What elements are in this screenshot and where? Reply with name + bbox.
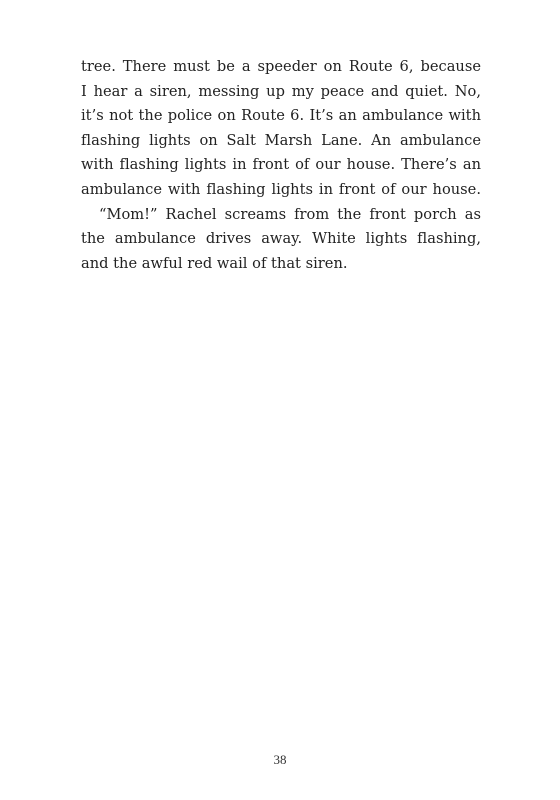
text-line: with flashing lights in front of our house. There’s an: [81, 156, 481, 174]
text-line: ambulance with flashing lights in front of our house.: [81, 180, 481, 198]
text-line: it’s not the police on Route 6. It’s an ambulance with: [81, 107, 481, 125]
text-line: tree. There must be a speeder on Route 6, because: [81, 58, 481, 75]
text-line: flashing lights on Salt Marsh Lane. An ambulance: [81, 131, 481, 149]
text-line: the ambulance drives away. White lights flashing,: [81, 230, 481, 248]
text-line: and the awful red wail of that siren.: [81, 254, 348, 272]
page-number: 38: [273, 752, 287, 767]
body-text: [81, 55, 481, 276]
text-line: “Mom!” Rachel screams from the front porch as: [99, 205, 481, 223]
text-line: I hear a siren, messing up my peace and quiet. No,: [81, 82, 481, 100]
